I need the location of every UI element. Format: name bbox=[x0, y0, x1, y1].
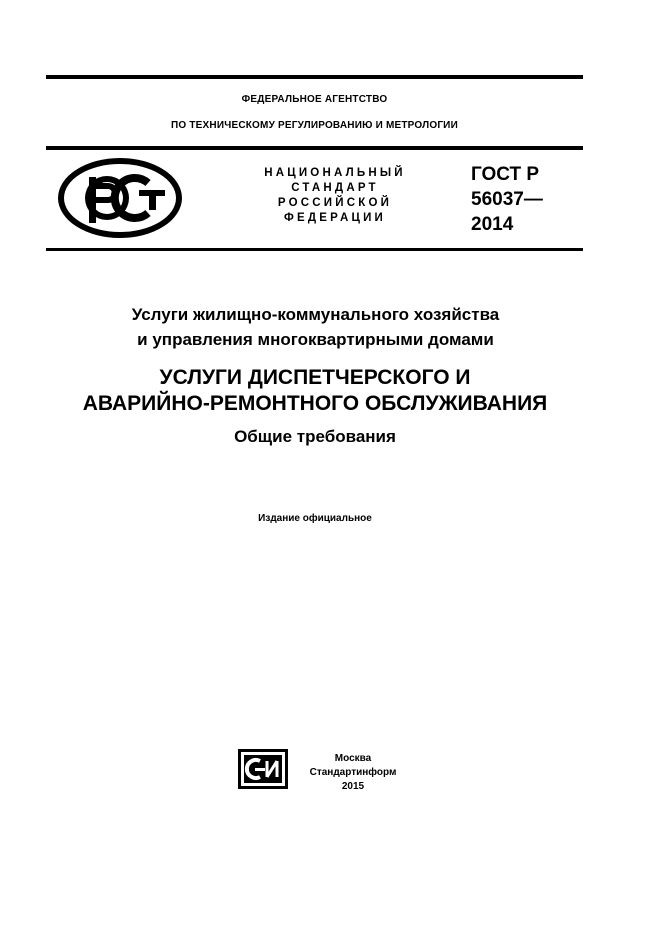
main-title-line-2: АВАРИЙНО-РЕМОНТНОГО ОБСЛУЖИВАНИЯ bbox=[82, 392, 548, 415]
rst-logo-icon bbox=[55, 155, 185, 241]
official-edition: Издание официальное bbox=[258, 513, 372, 524]
subtitle-line-1: Услуги жилищно-коммунального хозяйства bbox=[131, 305, 500, 324]
gost-line-1: ГОСТ Р bbox=[471, 164, 540, 185]
header-rule bbox=[46, 146, 583, 150]
national-line-2: СТАНДАРТ bbox=[291, 182, 379, 194]
standard-block-rule bbox=[46, 248, 583, 251]
general-requirements: Общие требования bbox=[234, 427, 396, 446]
publisher-city: Москва bbox=[334, 753, 372, 764]
gost-line-3: 2014 bbox=[471, 214, 514, 235]
publisher-info bbox=[298, 752, 408, 794]
agency-name-line2: ПО ТЕХНИЧЕСКОМУ РЕГУЛИРОВАНИЮ И МЕТРОЛОГИИ bbox=[171, 120, 458, 131]
rst-logo bbox=[55, 155, 185, 241]
gost-number bbox=[471, 162, 543, 237]
main-title-line-1: УСЛУГИ ДИСПЕТЧЕРСКОГО И bbox=[159, 366, 471, 389]
national-line-4: ФЕДЕРАЦИИ bbox=[283, 212, 387, 224]
top-rule bbox=[46, 75, 583, 79]
national-line-3: РОССИЙСКОЙ bbox=[277, 197, 393, 209]
national-line-1: НАЦИОНАЛЬНЫЙ bbox=[264, 167, 406, 179]
standartinform-logo-icon bbox=[238, 749, 288, 789]
gost-line-2: 56037— bbox=[471, 189, 543, 210]
national-standard-label bbox=[240, 166, 430, 226]
subtitle-line-2: и управления многоквартирными домами bbox=[137, 330, 494, 349]
standartinform-logo bbox=[238, 749, 288, 789]
agency-name-line1: ФЕДЕРАЛЬНОЕ АГЕНТСТВО bbox=[241, 94, 388, 105]
publisher-name: Стандартинформ bbox=[309, 767, 397, 778]
publisher-year: 2015 bbox=[341, 781, 365, 792]
